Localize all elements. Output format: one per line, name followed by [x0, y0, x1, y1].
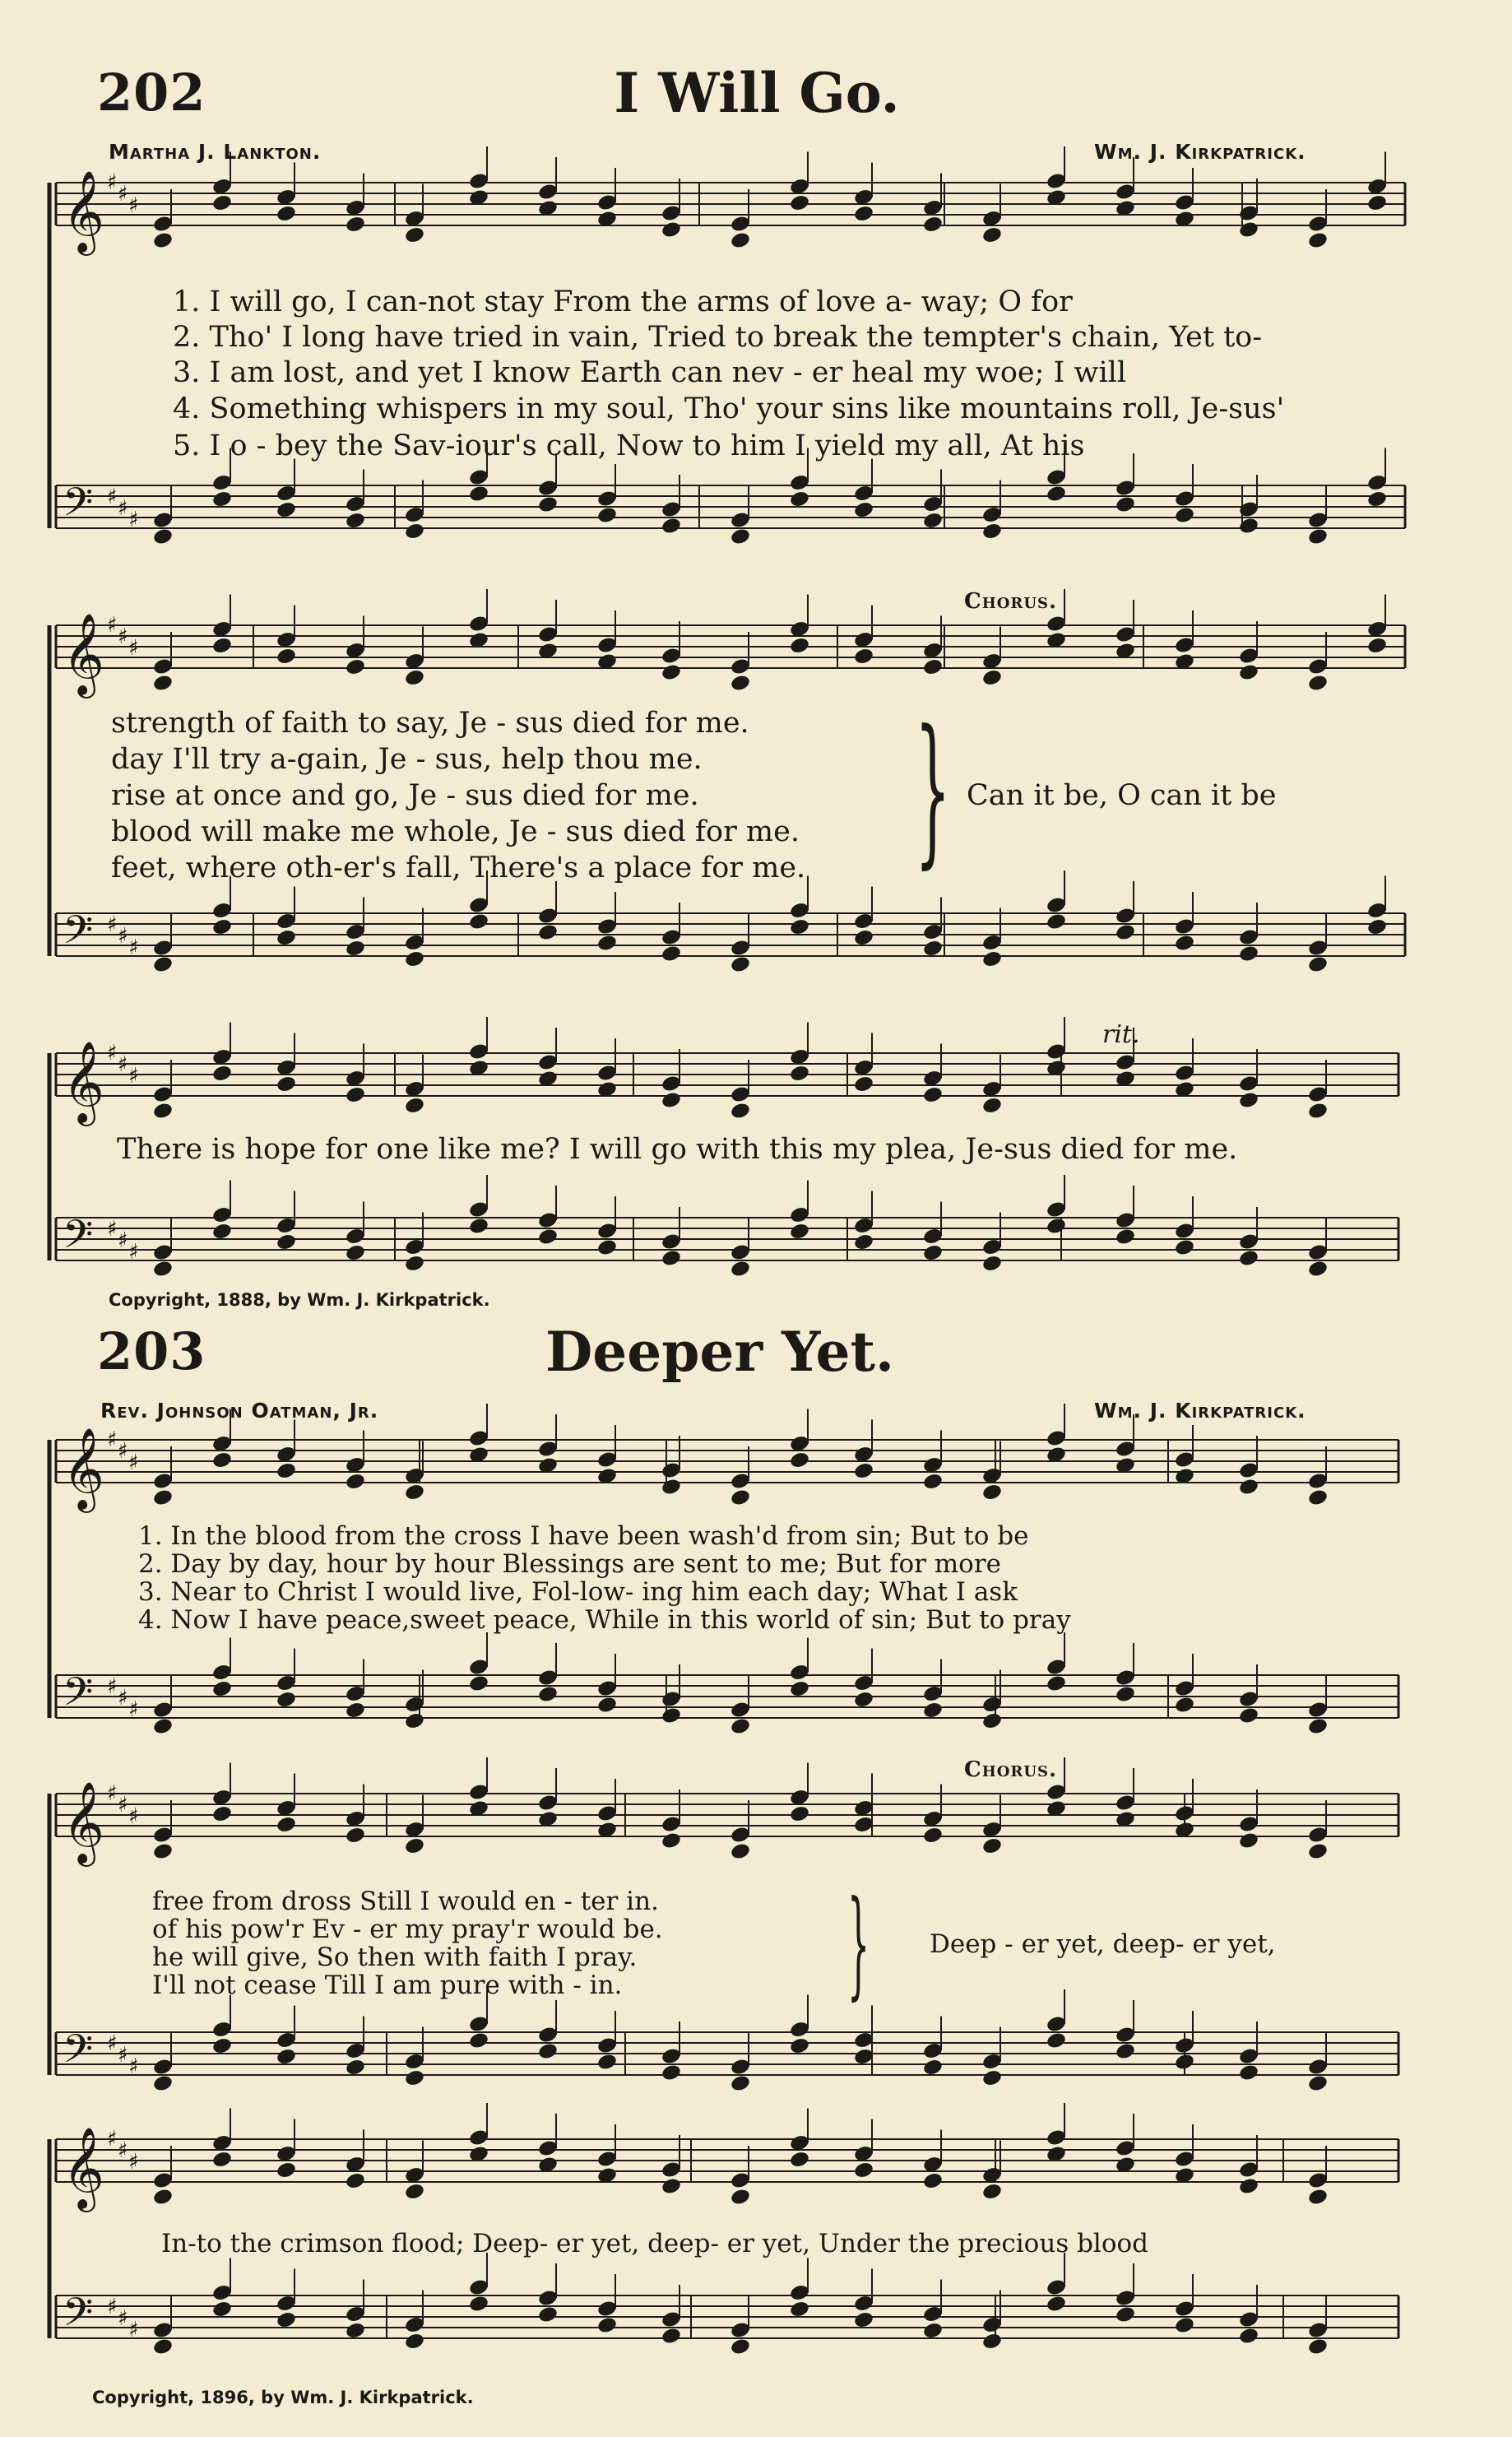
notehead [404, 2182, 425, 2201]
notehead [537, 495, 559, 514]
sharp-icon: ♯ [107, 1217, 118, 1242]
sharp-icon: ♯ [118, 2043, 128, 2068]
sharp-icon: ♯ [107, 1427, 118, 1452]
notehead [1307, 674, 1329, 693]
notehead [1307, 2074, 1329, 2093]
notehead [345, 1472, 366, 1491]
notehead [981, 1254, 1003, 1273]
notehead [596, 934, 618, 953]
notehead [1174, 934, 1195, 953]
notehead [853, 647, 874, 666]
notehead [276, 1815, 297, 1834]
notehead [211, 636, 233, 655]
notehead [211, 2300, 233, 2319]
notehead [404, 2068, 425, 2087]
notehead [661, 1091, 682, 1110]
notehead [1115, 2042, 1136, 2061]
notehead [1366, 917, 1388, 936]
sharp-icon: ♯ [118, 624, 128, 649]
sharp-icon: ♯ [118, 1228, 128, 1253]
notehead [661, 2177, 682, 2196]
notehead [276, 2047, 297, 2066]
notehead [789, 2300, 810, 2319]
notehead [922, 1243, 944, 1262]
notehead [1115, 2305, 1136, 2324]
notehead [1115, 495, 1136, 514]
notehead [730, 1488, 751, 1507]
notehead [276, 928, 297, 947]
sharp-icon: ♯ [128, 2318, 139, 2342]
notehead [1174, 1238, 1195, 1257]
notehead [853, 1232, 874, 1251]
notehead [853, 2310, 874, 2329]
notehead [152, 2188, 174, 2207]
notehead [345, 2058, 366, 2077]
notehead [1046, 1217, 1067, 1236]
notehead [468, 2031, 489, 2050]
notehead [853, 928, 874, 947]
notehead [853, 1690, 874, 1709]
notehead [152, 1102, 174, 1121]
notehead [404, 668, 425, 687]
notehead [211, 490, 233, 508]
notehead [276, 2310, 297, 2329]
treble-clef-icon: 𝄞 [63, 170, 104, 253]
sharp-icon: ♯ [118, 1439, 128, 1464]
sharp-icon: ♯ [128, 1451, 139, 1475]
notehead [276, 204, 297, 223]
notehead [1307, 2337, 1329, 2356]
notehead [981, 2332, 1003, 2351]
verse-line: of his pow'r Ev - er my pray'r would be. [152, 1915, 663, 1944]
hymn-title: Deeper Yet. [545, 1320, 894, 1384]
ritardando-mark: rit. [1102, 1020, 1140, 1049]
notehead [730, 1260, 751, 1279]
notehead [730, 955, 751, 974]
notehead [1238, 945, 1259, 963]
notehead [1046, 2031, 1067, 2050]
notehead [468, 485, 489, 504]
notehead [152, 527, 174, 546]
notehead [853, 2161, 874, 2179]
notehead [730, 1717, 751, 1736]
verse-line: 3. I am lost, and yet I know Earth can nev - er heal my woe; I will [173, 356, 1127, 389]
notehead [1046, 1674, 1067, 1693]
notehead [1115, 1228, 1136, 1246]
notehead [211, 2150, 233, 2169]
notehead [789, 1804, 810, 1823]
notehead [276, 1232, 297, 1251]
verse-line: day I'll try a-gain, Je - sus, help thou me. [111, 743, 703, 776]
notehead [922, 657, 944, 676]
notehead [1238, 1478, 1259, 1497]
notehead [730, 2337, 751, 2356]
notehead [981, 2068, 1003, 2087]
chorus-line: In-to the crimson flood; Deep- er yet, deep- er yet, Under the precious blood [161, 2229, 1149, 2258]
notehead [537, 923, 559, 942]
notehead [1046, 912, 1067, 931]
notehead [1307, 231, 1329, 250]
notehead [789, 1064, 810, 1083]
notehead [537, 2305, 559, 2324]
notehead [152, 955, 174, 974]
notehead [1238, 2063, 1259, 2082]
notehead [661, 1831, 682, 1850]
notehead [345, 657, 366, 676]
verse-line: strength of faith to say, Je - sus died for me. [111, 707, 749, 740]
notehead [1174, 2316, 1195, 2335]
notehead [981, 2182, 1003, 2201]
verse-line: 1. In the blood from the cross I have been wash'd from sin; But to be [138, 1521, 1029, 1551]
notehead [1307, 1842, 1329, 1861]
notehead [345, 939, 366, 958]
notehead [853, 1461, 874, 1480]
notehead [730, 2074, 751, 2093]
notehead [211, 1451, 233, 1469]
author-credit: Rev. Johnson Oatman, Jr. [100, 1399, 379, 1423]
treble-clef-icon: 𝄞 [63, 2127, 104, 2209]
notehead [922, 1472, 944, 1491]
notehead [1238, 2177, 1259, 2196]
verse-brace: } [847, 1876, 870, 2012]
notehead [152, 1717, 174, 1736]
chorus-label: Chorus. [964, 589, 1058, 614]
copyright-notice: Copyright, 1896, by Wm. J. Kirkpatrick. [92, 2388, 474, 2407]
notehead [730, 1102, 751, 1121]
chorus-line: There is hope for one like me? I will go with this my plea, Je-sus died for me. [117, 1133, 1238, 1166]
sharp-icon: ♯ [107, 170, 118, 195]
notehead [211, 1064, 233, 1083]
sharp-icon: ♯ [128, 1804, 139, 1829]
notehead [537, 2042, 559, 2061]
sharp-icon: ♯ [118, 496, 128, 521]
notehead [789, 193, 810, 212]
notehead [981, 225, 1003, 244]
notehead [981, 1711, 1003, 1730]
notehead [981, 1096, 1003, 1115]
hymn-number: 202 [97, 63, 206, 123]
notehead [404, 1483, 425, 1502]
sharp-icon: ♯ [107, 912, 118, 937]
hymn-number: 203 [97, 1321, 206, 1381]
sharp-icon: ♯ [118, 2138, 128, 2163]
notehead [661, 1478, 682, 1497]
notehead [152, 231, 174, 250]
verse-brace: } [915, 696, 951, 884]
notehead [152, 1488, 174, 1507]
notehead [730, 231, 751, 250]
sharp-icon: ♯ [128, 935, 139, 960]
treble-clef-icon: 𝄞 [63, 1041, 104, 1123]
notehead [730, 527, 751, 546]
notehead [1307, 1260, 1329, 1279]
notehead [404, 1254, 425, 1273]
notehead [922, 939, 944, 958]
sharp-icon: ♯ [107, 2031, 118, 2056]
notehead [345, 511, 366, 530]
notehead [211, 193, 233, 212]
verse-line: 1. I will go, I can-not stay From the arms of love a- way; O for [173, 285, 1073, 318]
verse-line: feet, where oth-er's fall, There's a place for me. [111, 852, 806, 884]
bass-clef-icon: 𝄢 [63, 2289, 94, 2345]
bass-clef-icon: 𝄢 [63, 1669, 94, 1724]
chorus-label: Chorus. [964, 1757, 1058, 1782]
notehead [404, 225, 425, 244]
verse-line: rise at once and go, Je - sus died for me. [111, 779, 699, 812]
sharp-icon: ♯ [107, 1674, 118, 1699]
chorus-line: Can it be, O can it be [967, 779, 1277, 812]
notehead [981, 1836, 1003, 1855]
composer-credit: Wm. J. Kirkpatrick. [1094, 1399, 1306, 1423]
notehead [1174, 2053, 1195, 2072]
notehead [981, 668, 1003, 687]
sharp-icon: ♯ [118, 1052, 128, 1077]
notehead [404, 522, 425, 541]
notehead [661, 517, 682, 536]
notehead [922, 1826, 944, 1845]
notehead [276, 647, 297, 666]
notehead [1238, 1091, 1259, 1110]
notehead [537, 1685, 559, 1704]
notehead [1307, 955, 1329, 974]
notehead [404, 949, 425, 968]
copyright-notice: Copyright, 1888, by Wm. J. Kirkpatrick. [109, 1290, 490, 1310]
sharp-icon: ♯ [128, 1697, 139, 1722]
author-credit: Martha J. Lankton. [109, 140, 322, 164]
notehead [730, 674, 751, 693]
notehead [596, 1696, 618, 1715]
notehead [922, 2058, 944, 2077]
notehead [789, 2150, 810, 2169]
notehead [345, 1243, 366, 1262]
notehead [1366, 636, 1388, 655]
notehead [345, 2171, 366, 2190]
notehead [152, 2337, 174, 2356]
verse-line: 2. Tho' I long have tried in vain, Tried to break the tempter's chain, Yet to- [173, 321, 1263, 354]
verse-line: 4. Now I have peace,sweet peace, While in this world of sin; But to pray [138, 1605, 1071, 1635]
notehead [922, 2321, 944, 2340]
notehead [1307, 1717, 1329, 1736]
sharp-icon: ♯ [118, 182, 128, 207]
verse-line: 5. I o - bey the Sav-iour's call, Now to him I yield my all, At his [173, 429, 1085, 462]
sharp-icon: ♯ [128, 636, 139, 661]
sharp-icon: ♯ [118, 924, 128, 949]
sharp-icon: ♯ [128, 1240, 139, 1265]
notehead [596, 1238, 618, 1257]
notehead [1174, 1696, 1195, 1715]
sharp-icon: ♯ [107, 2127, 118, 2152]
notehead [1046, 2295, 1067, 2314]
notehead [1238, 220, 1259, 239]
notehead [1238, 1249, 1259, 1268]
notehead [661, 220, 682, 239]
notehead [853, 500, 874, 519]
verse-line: he will give, So then with faith I pray. [152, 1943, 638, 1972]
notehead [404, 2332, 425, 2351]
notehead [1238, 517, 1259, 536]
notehead [468, 1674, 489, 1693]
sharp-icon: ♯ [107, 1041, 118, 1065]
notehead [211, 917, 233, 936]
notehead [1115, 923, 1136, 942]
notehead [661, 2063, 682, 2082]
notehead [1307, 1488, 1329, 1507]
treble-clef-icon: 𝄞 [63, 1781, 104, 1864]
notehead [211, 2036, 233, 2055]
sharp-icon: ♯ [128, 508, 139, 532]
bass-clef-icon: 𝄢 [63, 2026, 94, 2082]
verse-line: blood will make me whole, Je - sus died for me. [111, 815, 800, 848]
bass-clef-icon: 𝄢 [63, 479, 94, 535]
notehead [789, 917, 810, 936]
notehead [853, 1075, 874, 1093]
notehead [345, 1085, 366, 1104]
notehead [661, 663, 682, 682]
notehead [1174, 506, 1195, 525]
notehead [276, 1690, 297, 1709]
notehead [345, 1826, 366, 1845]
notehead [853, 204, 874, 223]
notehead [596, 2053, 618, 2072]
notehead [1238, 663, 1259, 682]
sharp-icon: ♯ [107, 485, 118, 509]
notehead [922, 2171, 944, 2190]
notehead [345, 2321, 366, 2340]
treble-clef-icon: 𝄞 [63, 613, 104, 695]
notehead [789, 490, 810, 508]
notehead [468, 912, 489, 931]
notehead [596, 2316, 618, 2335]
notehead [1238, 1831, 1259, 1850]
sharp-icon: ♯ [128, 2054, 139, 2079]
notehead [276, 1461, 297, 1480]
notehead [789, 1451, 810, 1469]
notehead [404, 1836, 425, 1855]
notehead [1366, 490, 1388, 508]
notehead [404, 1711, 425, 1730]
notehead [730, 1842, 751, 1861]
notehead [152, 2074, 174, 2093]
notehead [1307, 1102, 1329, 1121]
sharp-icon: ♯ [118, 1686, 128, 1711]
notehead [730, 2188, 751, 2207]
notehead [345, 215, 366, 234]
notehead [276, 500, 297, 519]
notehead [211, 1804, 233, 1823]
notehead [789, 1222, 810, 1241]
composer-credit: Wm. J. Kirkpatrick. [1094, 140, 1306, 164]
notehead [211, 1679, 233, 1698]
notehead [789, 636, 810, 655]
notehead [661, 945, 682, 963]
notehead [152, 1260, 174, 1279]
notehead [1307, 2188, 1329, 2207]
sharp-icon: ♯ [107, 613, 118, 638]
hymn-title: I Will Go. [614, 61, 900, 125]
verse-line: 2. Day by day, hour by hour Blessings are sent to me; But for more [138, 1549, 1002, 1579]
treble-clef-icon: 𝄞 [63, 1427, 104, 1510]
notehead [152, 1842, 174, 1861]
notehead [922, 511, 944, 530]
notehead [404, 1096, 425, 1115]
notehead [789, 2036, 810, 2055]
chorus-line: Deep - er yet, deep- er yet, [930, 1929, 1276, 1959]
verse-line: 4. Something whispers in my soul, Tho' your sins like mountains roll, Je-sus' [173, 392, 1285, 425]
notehead [922, 1085, 944, 1104]
notehead [152, 674, 174, 693]
notehead [596, 506, 618, 525]
notehead [981, 949, 1003, 968]
notehead [345, 1701, 366, 1720]
notehead [1366, 193, 1388, 212]
notehead [1238, 1706, 1259, 1725]
notehead [468, 2295, 489, 2314]
notehead [276, 1075, 297, 1093]
notehead [661, 1706, 682, 1725]
notehead [1046, 485, 1067, 504]
notehead [661, 2327, 682, 2346]
notehead [211, 1222, 233, 1241]
notehead [789, 1679, 810, 1698]
notehead [276, 2161, 297, 2179]
notehead [981, 522, 1003, 541]
verse-line: 3. Near to Christ I would live, Fol-low- ing him each day; What I ask [138, 1577, 1018, 1607]
sharp-icon: ♯ [118, 1793, 128, 1817]
sharp-icon: ♯ [128, 1064, 139, 1089]
sharp-icon: ♯ [107, 2295, 118, 2319]
sharp-icon: ♯ [128, 193, 139, 218]
sharp-icon: ♯ [107, 1781, 118, 1806]
notehead [922, 1701, 944, 1720]
notehead [661, 1249, 682, 1268]
notehead [537, 1228, 559, 1246]
notehead [1238, 2327, 1259, 2346]
verse-line: free from dross Still I would en - ter in. [152, 1887, 659, 1916]
notehead [1307, 527, 1329, 546]
notehead [1115, 1685, 1136, 1704]
notehead [468, 1217, 489, 1236]
sharp-icon: ♯ [118, 2306, 128, 2331]
bass-clef-icon: 𝄢 [63, 907, 94, 963]
verse-line: I'll not cease Till I am pure with - in. [152, 1970, 623, 2000]
notehead [922, 215, 944, 234]
notehead [981, 1483, 1003, 1502]
sharp-icon: ♯ [128, 2150, 139, 2175]
bass-clef-icon: 𝄢 [63, 1211, 94, 1267]
